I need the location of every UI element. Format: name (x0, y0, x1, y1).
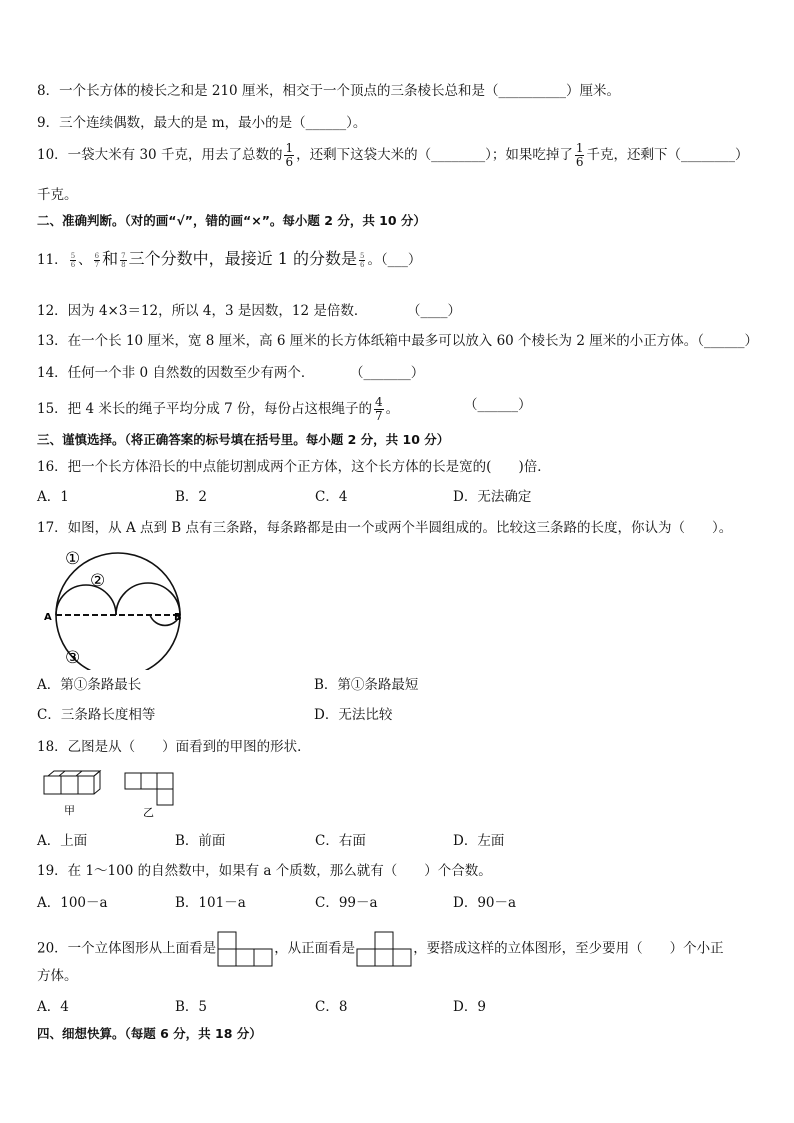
question-9: 9．三个连续偶数，最大的是 m，最小的是（______）。 (37, 115, 367, 131)
fraction-7-8: $\frac{7}{8}$ (121, 252, 126, 269)
label-path-3: ③ (65, 648, 81, 668)
q10-text-3: 千克，还剩下（________） (586, 147, 749, 163)
q17-option-b[interactable]: B．第①条路最短 (314, 677, 419, 693)
q12-text: 12．因为 4×3＝12，所以 4，3 是因数，12 是倍数． (37, 303, 368, 319)
q16-option-d[interactable]: D．无法确定 (453, 489, 532, 505)
question-20 (37, 930, 724, 968)
question-16: 16．把一个长方体沿长的中点能切割成两个正方体，这个长方体的长是宽的( )倍． (37, 459, 551, 475)
q11-suffix: 。（___） (367, 252, 422, 268)
path-2-right-arc (116, 583, 180, 615)
q11-sep2: 和 (102, 249, 119, 268)
q15-suffix: 。 (385, 401, 400, 417)
question-12 (37, 302, 461, 320)
question-8: 8．一个长方体的棱长之和是 210 厘米，相交于一个顶点的三条棱长总和是（__________）厘米。 (37, 83, 620, 99)
q20-text-1: 20．一个立体图形从上面看是 (37, 940, 217, 957)
section-3-title: 三、谨慎选择。（将正确答案的标号填在括号里。每小题 2 分，共 10 分） (37, 432, 450, 447)
q12-blank: （____） (407, 303, 461, 319)
path-2-left-arc (56, 585, 116, 615)
q16-option-a[interactable]: A．1 (37, 489, 69, 505)
q15-blank: （______） (464, 397, 532, 413)
question-14 (37, 364, 425, 382)
q20-option-b[interactable]: B．5 (175, 999, 208, 1015)
q11-sep1: 、 (78, 252, 92, 268)
q20-option-d[interactable]: D．9 (453, 999, 486, 1015)
question-19: 19．在 1～100 的自然数中，如果有 a 个质数，那么就有（ ）个合数。 (37, 863, 492, 879)
q17-option-c[interactable]: C．三条路长度相等 (37, 707, 156, 723)
q19-option-d[interactable]: D．90－a (453, 895, 517, 911)
q20-text-2: ，从正面看是 (274, 940, 356, 957)
q19-option-c[interactable]: C．99－a (315, 895, 378, 911)
cube-views-figure (42, 770, 182, 820)
q17-option-a[interactable]: A．第①条路最长 (37, 677, 142, 693)
question-17: 17．如图，从 A 点到 B 点有三条路，每条路都是由一个或两个半圆组成的。比较这三条路的长度，你认为（ ）。 (37, 520, 733, 536)
q14-text: 14．任何一个非 0 自然数的因数至少有两个． (37, 365, 315, 381)
q19-option-b[interactable]: B．101－a (175, 895, 246, 911)
jia-cubes (44, 771, 100, 794)
q18-option-b[interactable]: B．前面 (175, 833, 226, 849)
question-18: 18．乙图是从（ ）面看到的甲图的形状． (37, 739, 311, 755)
label-b: B (174, 612, 182, 623)
q16-option-b[interactable]: B．2 (175, 489, 208, 505)
q18-option-a[interactable]: A．上面 (37, 833, 88, 849)
question-10 (37, 142, 748, 169)
front-view-figure (355, 930, 413, 968)
fraction-5-6: $\frac{5}{6}$ (70, 252, 76, 269)
question-10-cont: 千克。 (37, 187, 78, 203)
question-13: 13．在一个长 10 厘米，宽 8 厘米，高 6 厘米的长方体纸箱中最多可以放入 60 个棱长为 2 厘米的小正方体。（______） (37, 333, 758, 349)
q14-blank: （_______） (350, 365, 425, 381)
q15-text: 15．把 4 米长的绳子平均分成 7 份，每份占这根绳子的 (37, 401, 373, 417)
label-yi: 乙 (143, 806, 154, 819)
label-jia: 甲 (64, 804, 75, 817)
q20-option-c[interactable]: C．8 (315, 999, 348, 1015)
fraction-one-sixth: $\frac{1}{6}$ (285, 141, 294, 169)
three-paths-figure (40, 545, 190, 670)
q18-option-d[interactable]: D．左面 (453, 833, 505, 849)
fraction-5-6-answer: $\frac{5}{6}$ (359, 252, 365, 269)
q20-text-3: ，要搭成这样的立体图形，至少要用（ ）个小正 (413, 940, 724, 957)
q10-text-2: ，还剩下这袋大米的（________）；如果吃掉了 (296, 147, 573, 163)
q19-option-a[interactable]: A．100－a (37, 895, 108, 911)
fraction-4-7: $\frac{4}{7}$ (375, 395, 383, 423)
q20-option-a[interactable]: A．4 (37, 999, 69, 1015)
section-2-title: 二、准确判断。（对的画“√”，错的画“×”。每小题 2 分，共 10 分） (37, 213, 426, 228)
fraction-6-7: $\frac{6}{7}$ (94, 252, 100, 269)
yi-view (125, 773, 173, 805)
fraction-one-sixth-2: $\frac{1}{6}$ (575, 141, 584, 169)
q10-text-1: 10．一袋大米有 30 千克，用去了总数的 (37, 147, 283, 163)
top-view-figure (216, 930, 274, 968)
q18-option-c[interactable]: C．右面 (315, 833, 366, 849)
question-20-cont: 方体。 (37, 968, 78, 984)
question-11 (37, 250, 421, 269)
label-path-1: ① (65, 549, 81, 569)
q17-option-d[interactable]: D．无法比较 (314, 707, 393, 723)
label-path-2: ② (90, 571, 106, 591)
q11-prefix: 11． (37, 252, 68, 268)
question-15 (37, 395, 532, 423)
q16-option-c[interactable]: C．4 (315, 489, 348, 505)
label-a: A (44, 612, 52, 623)
section-4-title: 四、细想快算。（每题 6 分，共 18 分） (37, 1026, 262, 1041)
q11-text: 三个分数中，最接近 1 的分数是 (128, 249, 357, 268)
